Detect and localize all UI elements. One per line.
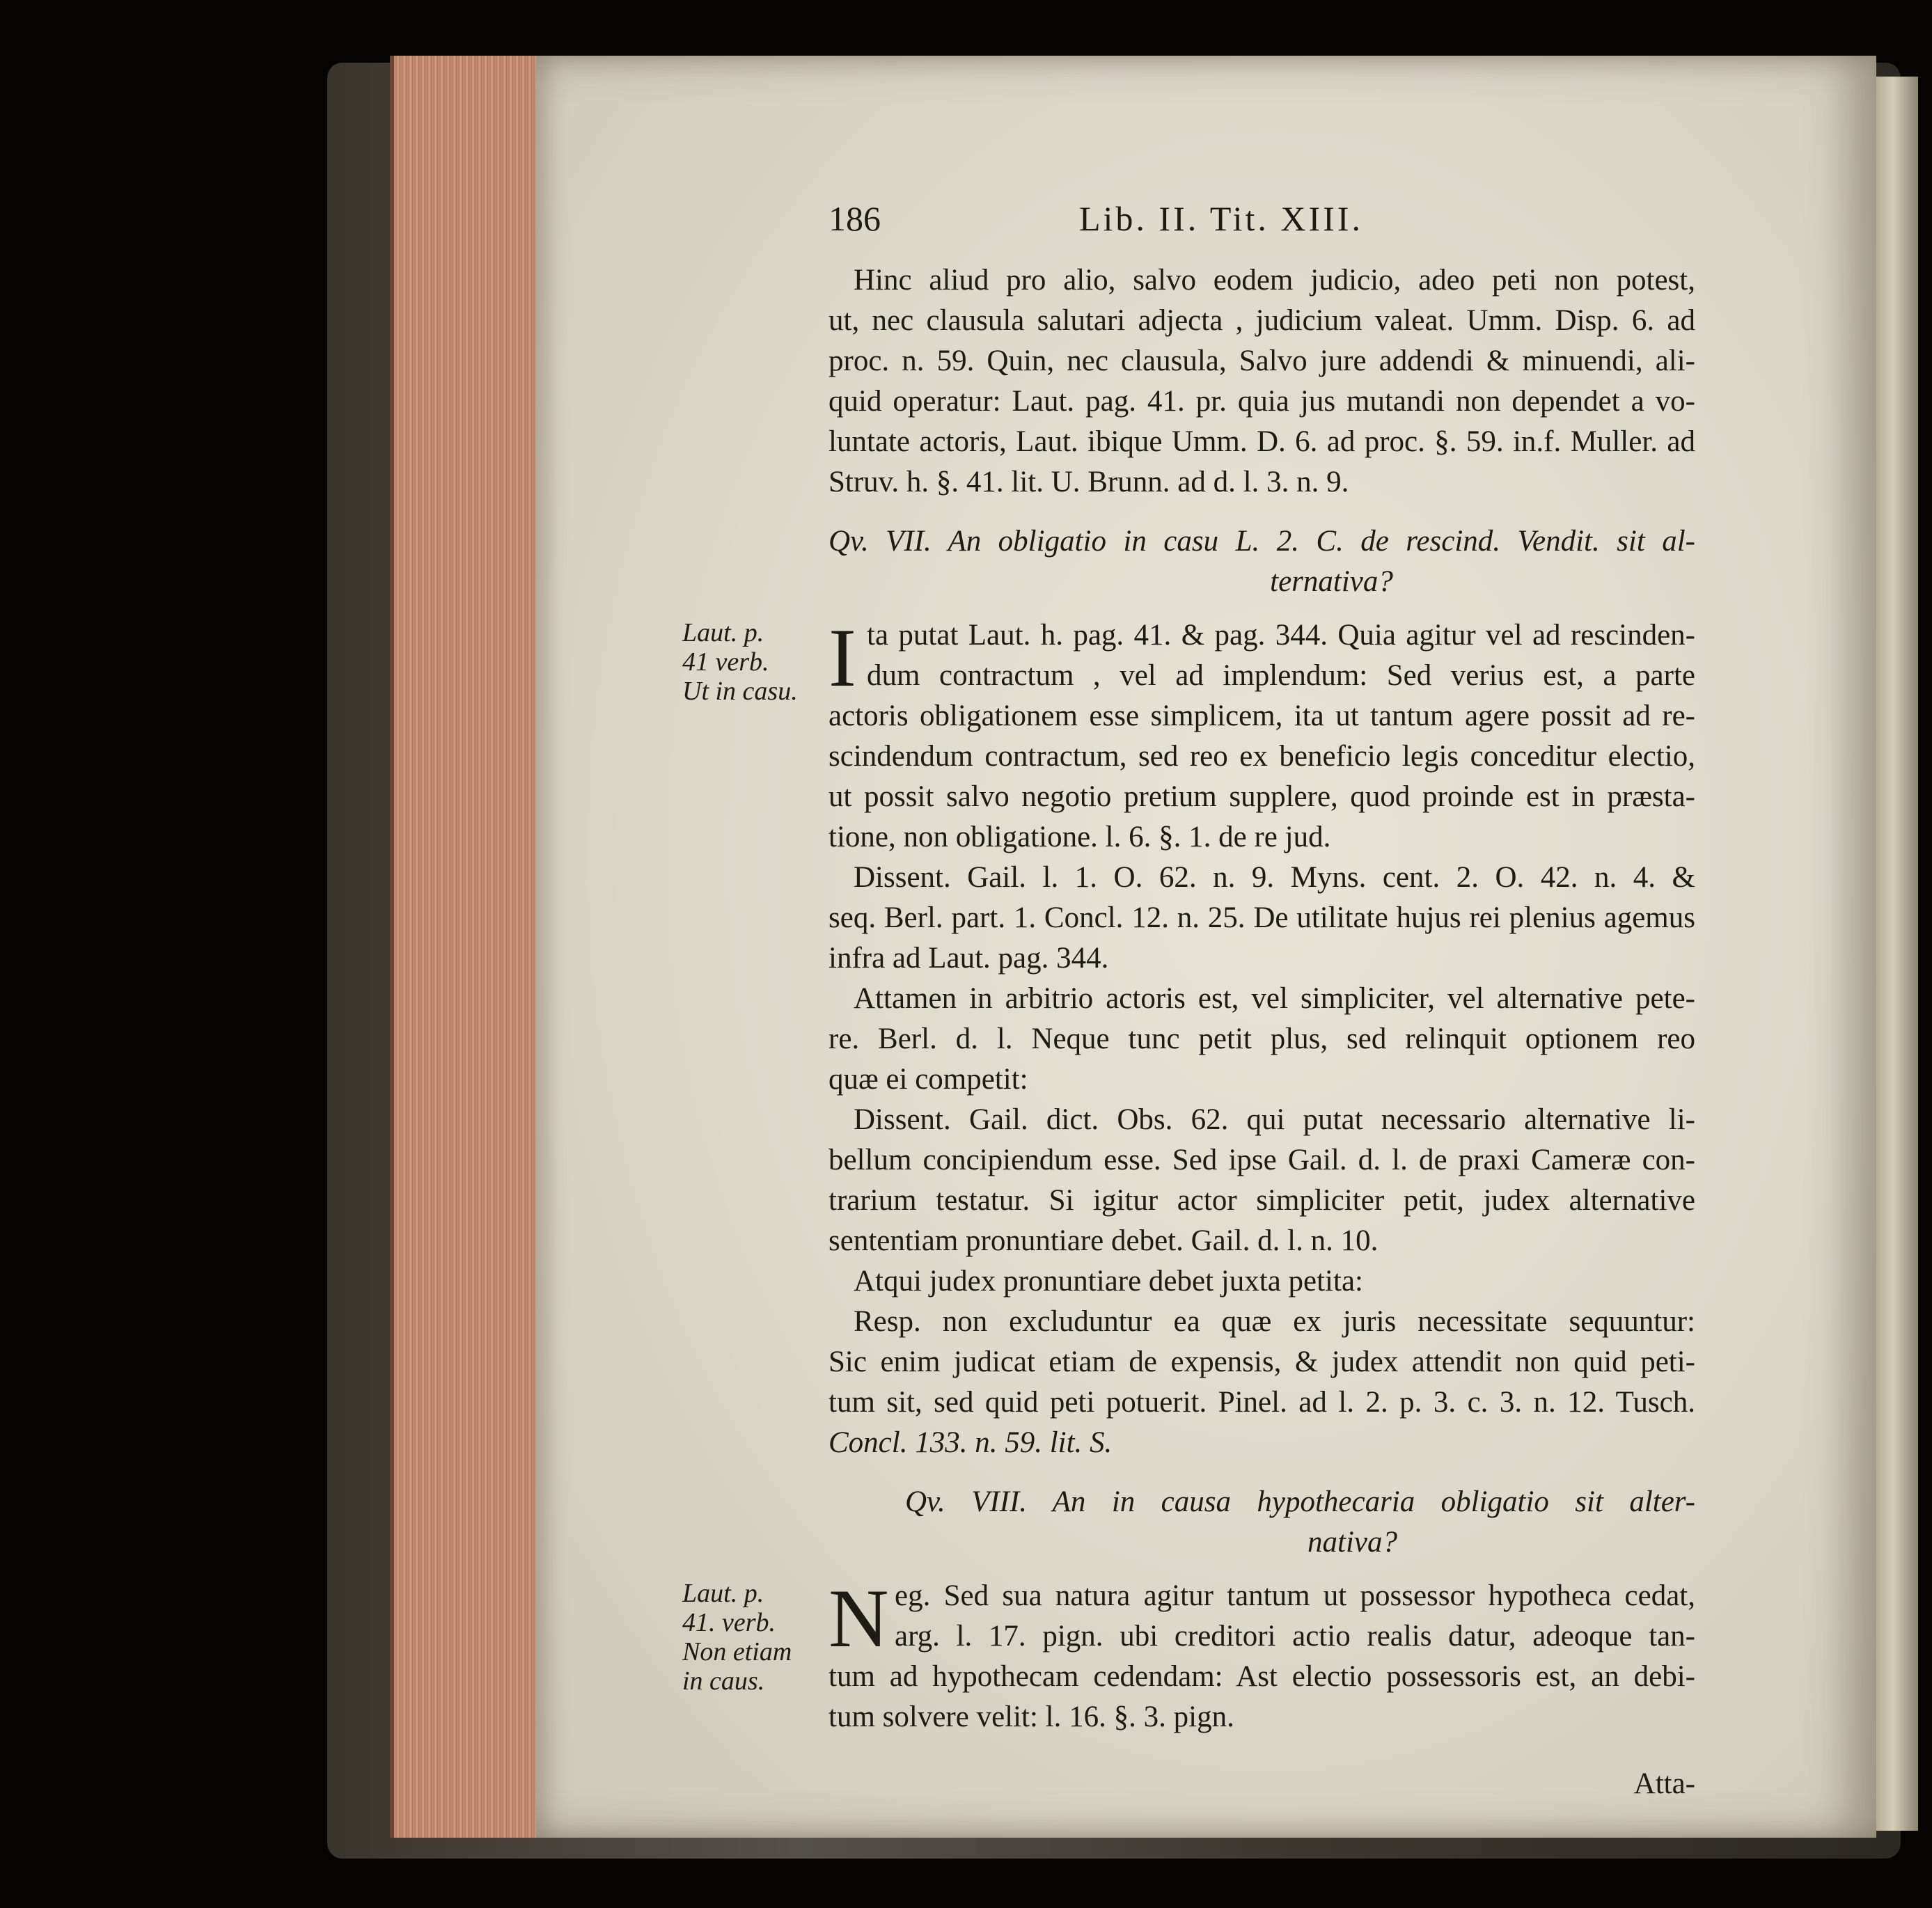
paragraph-line: Struv. h. §. 41. lit. U. Brunn. ad d. l. 3. n. 9. [828, 466, 1349, 498]
paragraph-line: tum solvere velit: l. 16. §. 3. pign. [828, 1701, 1234, 1733]
marginal-note: Laut. p. 41. verb. Non etiam in caus. [682, 1579, 792, 1696]
marginal-note: Laut. p. 41 verb. Ut in casu. [682, 618, 798, 706]
catchword: Atta- [1633, 1767, 1695, 1800]
paragraph-line: Atqui judex pronuntiare debet juxta petita: [854, 1265, 1363, 1298]
paragraph-line: quæ ei competit: [828, 1063, 1028, 1096]
paragraph-line: actoris obligationem esse simplicem, ita ut tantum agere possit ad re- [828, 700, 1695, 732]
paragraph-line: ta putat Laut. h. pag. 41. & pag. 344. Quia agitur vel ad rescinden- [867, 619, 1695, 652]
paragraph-line: tum sit, sed quid peti potuerit. Pinel. ad l. 2. p. 3. c. 3. n. 12. Tusch. [828, 1386, 1695, 1419]
book-page [536, 56, 1876, 1838]
paragraph-line: Dissent. Gail. l. 1. O. 62. n. 9. Myns. cent. 2. O. 42. n. 4. & [854, 861, 1695, 894]
paragraph-line: sententiam pronuntiare debet. Gail. d. l. n. 10. [828, 1224, 1379, 1257]
question-heading: ternativa? [1270, 565, 1393, 598]
paragraph-line: scindendum contractum, sed reo ex beneficio legis conceditur electio, [828, 740, 1695, 773]
paragraph-line: dum contractum , vel ad implendum: Sed verius est, a parte [867, 659, 1695, 692]
question-heading: Qv. VIII. An in causa hypothecaria obligatio sit alter- [905, 1485, 1695, 1518]
drop-cap: I [828, 611, 856, 704]
next-page-edge [1876, 77, 1918, 1831]
page-number: 186 [828, 199, 881, 238]
paragraph-line: proc. n. 59. Quin, nec clausula, Salvo jure addendi & minuendi, ali- [828, 345, 1695, 377]
drop-cap: N [828, 1572, 889, 1664]
paragraph-line: tione, non obligatione. l. 6. §. 1. de re jud. [828, 821, 1331, 853]
paragraph-line: Attamen in arbitrio actoris est, vel simpliciter, vel alternative pete- [854, 982, 1695, 1015]
paragraph-line: infra ad Laut. pag. 344. [828, 942, 1109, 975]
page-edges [390, 56, 543, 1838]
paragraph-line: seq. Berl. part. 1. Concl. 12. n. 25. De utilitate hujus rei plenius agemus [828, 901, 1695, 934]
paragraph-line: Sic enim judicat etiam de expensis, & judex attendit non quid peti- [828, 1346, 1695, 1378]
paragraph-line: eg. Sed sua natura agitur tantum ut possessor hypotheca cedat, [895, 1579, 1695, 1612]
paragraph-line: Dissent. Gail. dict. Obs. 62. qui putat necessario alternative li- [854, 1103, 1695, 1136]
paragraph-line: tum ad hypothecam cedendam: Ast electio possessoris est, an debi- [828, 1660, 1695, 1693]
question-heading: Qv. VII. An obligatio in casu L. 2. C. de rescind. Vendit. sit al- [828, 525, 1695, 558]
paragraph-line: ut, nec clausula salutari adjecta , judicium valeat. Umm. Disp. 6. ad [828, 304, 1695, 337]
paragraph-line: trarium testatur. Si igitur actor simpliciter petit, judex alternative [828, 1184, 1695, 1217]
paragraph-line: ut possit salvo negotio pretium supplere, quod proinde est in præsta- [828, 780, 1695, 813]
paragraph-line: luntate actoris, Laut. ibique Umm. D. 6. ad proc. §. 59. in.f. Muller. ad [828, 425, 1695, 458]
paragraph-line: re. Berl. d. l. Neque tunc petit plus, sed relinquit optionem reo [828, 1023, 1695, 1055]
paragraph-line: bellum concipiendum esse. Sed ipse Gail. d. l. de praxi Cameræ con- [828, 1144, 1695, 1176]
paragraph-line: arg. l. 17. pign. ubi creditori actio realis datur, adeoque tan- [895, 1620, 1695, 1653]
question-heading: nativa? [1307, 1526, 1397, 1559]
paragraph-line: quid operatur: Laut. pag. 41. pr. quia jus mutandi non dependet a vo- [828, 385, 1695, 418]
paragraph-line: Hinc aliud pro alio, salvo eodem judicio, adeo peti non potest, [854, 264, 1695, 297]
running-header [828, 198, 1932, 247]
paragraph-line: Concl. 133. n. 59. lit. S. [828, 1426, 1113, 1459]
running-title: Lib. II. Tit. XIII. [1079, 199, 1363, 238]
paragraph-line: Resp. non excluduntur ea quæ ex juris necessitate sequuntur: [854, 1305, 1695, 1338]
